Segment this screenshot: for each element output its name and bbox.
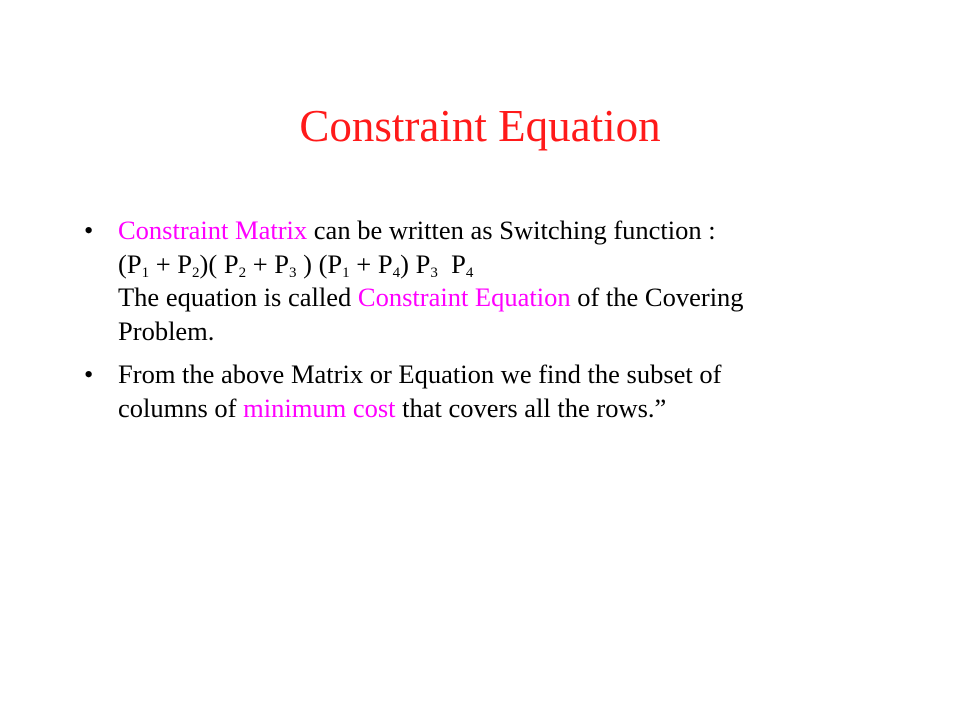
bullet1-line1 bbox=[118, 214, 884, 248]
bullet-icon: • bbox=[84, 215, 94, 245]
bullet1-line3: The equation is called Constraint Equation of the Covering bbox=[118, 282, 744, 312]
slide-title: Constraint Equation bbox=[299, 101, 661, 151]
constraint-equation-formula: $(P_1 + P_2)$( $P_2 + P_3$ ) $(P_1 + P_4)$ $P_3$ $P_4$ bbox=[118, 248, 474, 281]
highlight-minimum-cost: minimum cost bbox=[243, 392, 396, 423]
bullet-icon: • bbox=[84, 359, 94, 389]
bullet1-line4: Problem. bbox=[118, 315, 215, 346]
bullet-item-minimum-cost bbox=[84, 358, 884, 425]
bullet-item-constraint-matrix bbox=[84, 214, 884, 348]
highlight-constraint-equation: Constraint Equation bbox=[357, 282, 571, 312]
bullet-list bbox=[84, 214, 884, 435]
bullet1-line1-text: can be written as Switching function : bbox=[307, 215, 716, 245]
highlight-constraint-matrix: Constraint Matrix bbox=[118, 215, 308, 245]
bullet2-line2: columns of minimum cost that covers all the rows.” bbox=[118, 392, 667, 423]
bullet2-line1: From the above Matrix or Equation we find the subset of bbox=[118, 359, 722, 389]
